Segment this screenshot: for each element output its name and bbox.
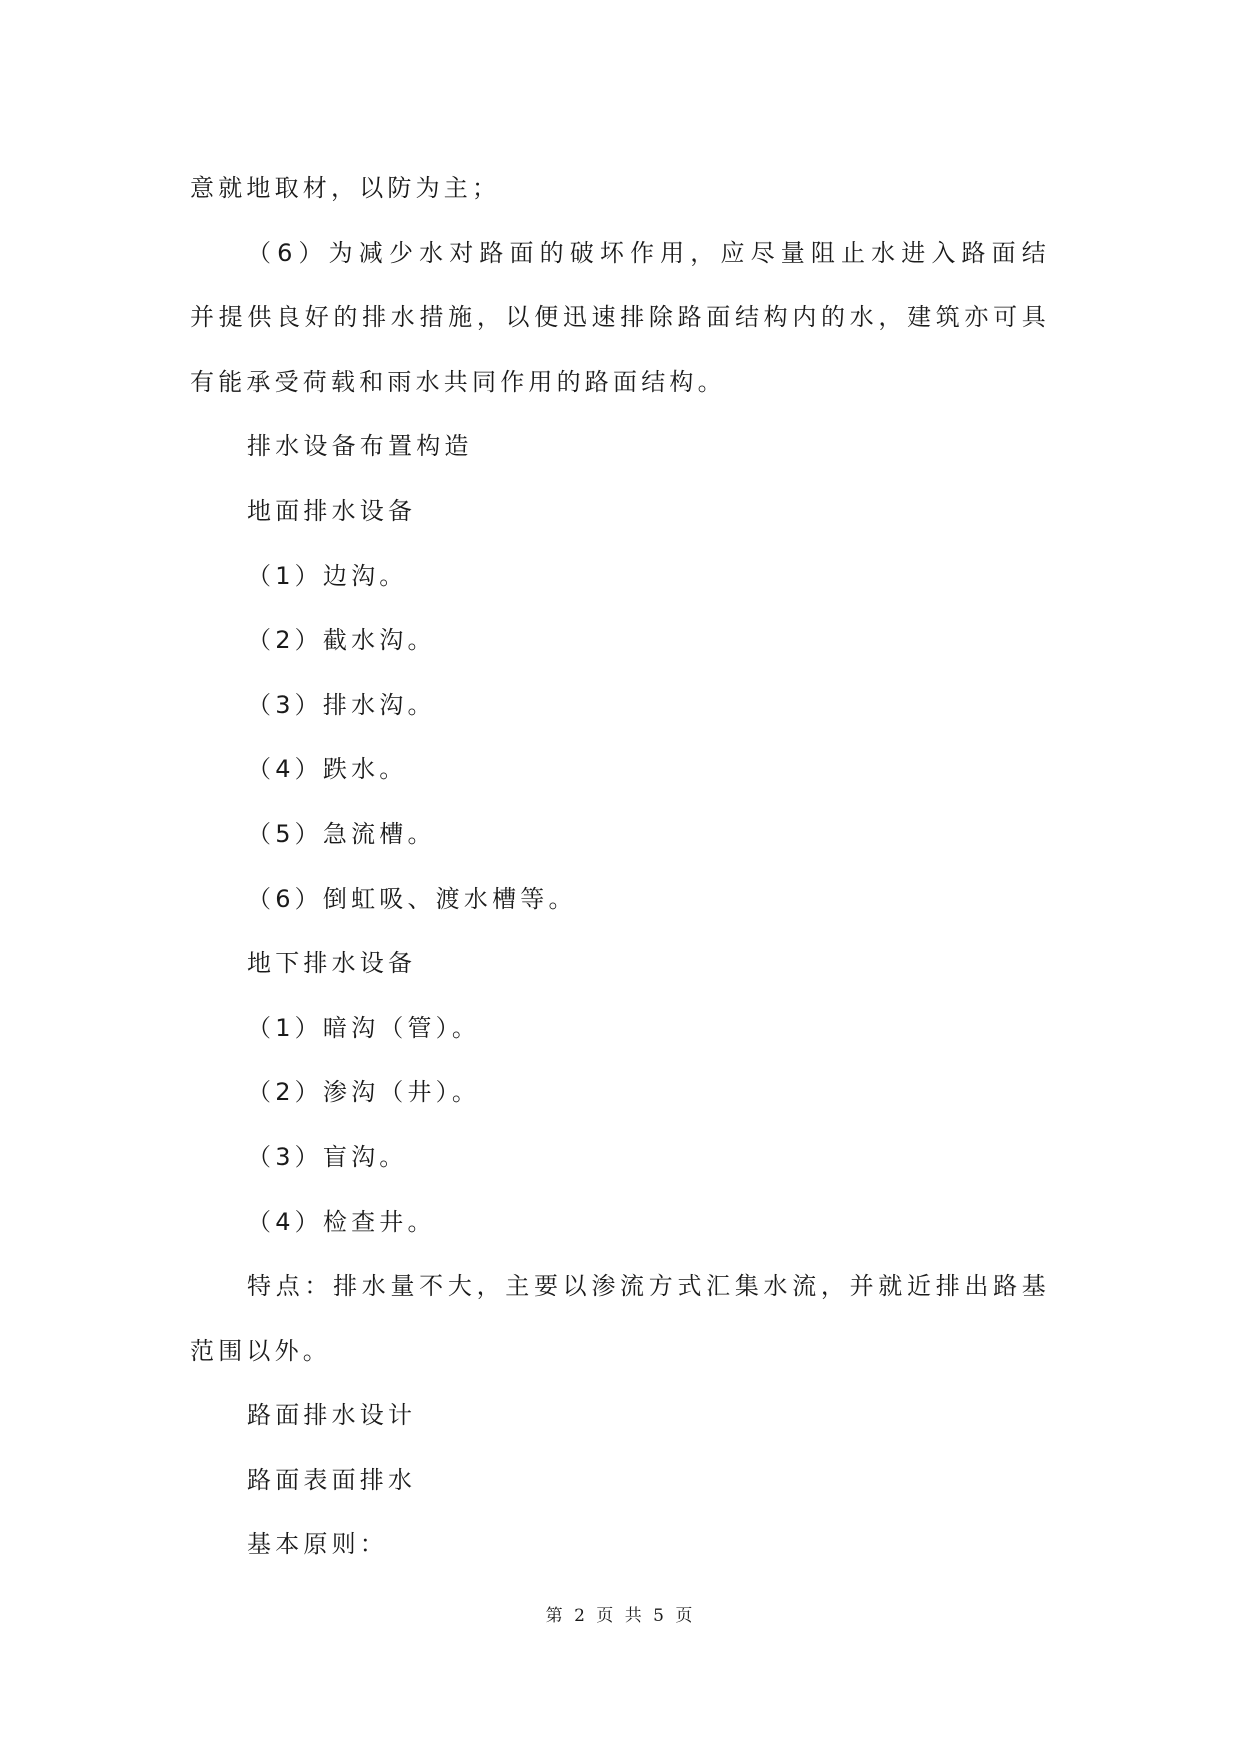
list-item: （2）渗沟（井）。 — [247, 1078, 481, 1107]
list-item: （3）排水沟。 — [247, 690, 436, 719]
paragraph-line: 意就地取材，以防为主； — [190, 174, 501, 202]
subsection-heading: 地面排水设备 — [247, 496, 417, 525]
page-number-footer: 第 2 页 共 5 页 — [545, 1606, 696, 1626]
paragraph-line: 基本原则： — [247, 1530, 388, 1559]
list-item: （5）急流槽。 — [247, 819, 436, 848]
subsection-heading: 地下排水设备 — [247, 949, 417, 978]
paragraph-line: 并提供良好的排水措施，以便迅速排除路面结构内的水，建筑亦可具 — [190, 303, 1050, 332]
list-item: （1）边沟。 — [247, 561, 408, 590]
list-item: （6）倒虹吸、渡水槽等。 — [247, 884, 577, 913]
page-body — [190, 156, 1050, 1577]
list-item: （3）盲沟。 — [247, 1142, 408, 1171]
paragraph-line: 特点：排水量不大，主要以渗流方式汇集水流，并就近排出路基 — [247, 1272, 1050, 1301]
list-item: （2）截水沟。 — [247, 626, 436, 655]
paragraph-line: （6）为减少水对路面的破坏作用，应尽量阻止水进入路面结 — [247, 238, 1050, 267]
paragraph-line: 有能承受荷载和雨水共同作用的路面结构。 — [190, 367, 726, 396]
list-item: （4）跌水。 — [247, 755, 408, 784]
list-item: （4）检查井。 — [247, 1207, 436, 1236]
section-heading: 排水设备布置构造 — [247, 432, 473, 461]
paragraph-line: 范围以外。 — [190, 1336, 331, 1365]
subsection-heading: 路面表面排水 — [247, 1465, 417, 1494]
list-item: （1）暗沟（管）。 — [247, 1013, 481, 1042]
section-heading: 路面排水设计 — [247, 1401, 417, 1430]
